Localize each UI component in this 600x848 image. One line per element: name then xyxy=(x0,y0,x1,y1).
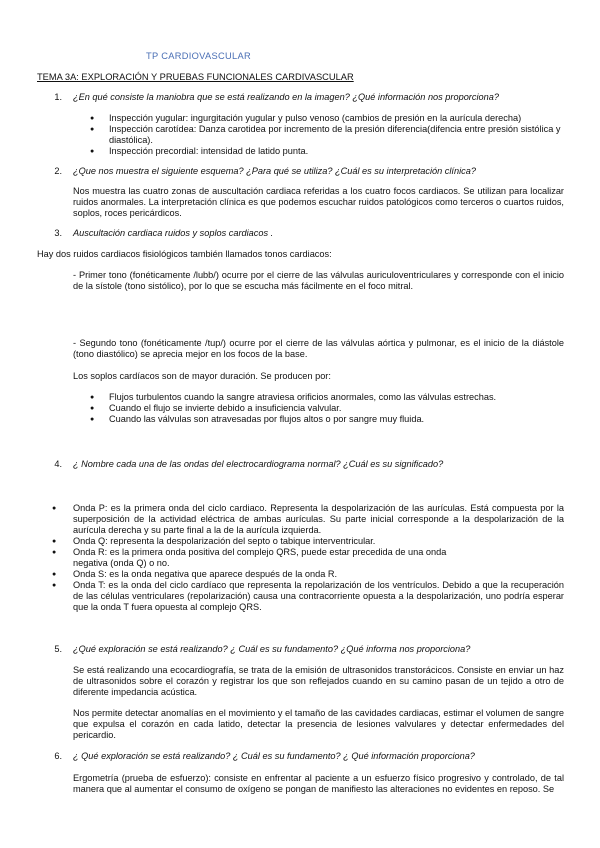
list-item: ● Cuando el flujo se invierte debido a insuficiencia valvular. xyxy=(90,403,342,413)
question-number: 6. xyxy=(54,751,62,761)
list-item: ● Onda T: es la onda del ciclo cardíaco que representa la repolarización de los ventrículos. Debido a que la recuperación de las células ventriculares (repolarización) causa una contracorriente opuesta a la despolarización, uno podría esperar que la onda T fuera opuesta al complejo QRS. xyxy=(52,580,564,612)
question-2: ¿Que nos muestra el siguiente esquema? ¿Para qué se utiliza? ¿Cuál es su interpretación clínica? xyxy=(73,166,476,176)
list-item: ● Onda Q: representa la despolarización del septo o tabique interventricular. xyxy=(52,536,376,546)
list-item: ● Inspección precordial: intensidad de latido punta. xyxy=(90,146,309,156)
list-item: ● Inspección carotídea: Danza carotidea por incremento de la presión diferencia(difencia entre presión sistólica y diastólica). xyxy=(90,124,561,145)
list-item: ● Onda P: es la primera onda del ciclo cardiaco. Representa la despolarización de las aurículas. Está compuesta por la superposición de la actividad eléctrica de ambas aurículas. Su parte inicial corresponde a la despolarización de la aurícula derecha y su parte final a la de la aurícula izquierda. xyxy=(52,503,564,535)
document-subtitle: TEMA 3A: EXPLORACIÓN Y PRUEBAS FUNCIONALES CARDIVASCULAR xyxy=(37,72,354,82)
q6-paragraph-1: Ergometría (prueba de esfuerzo): consiste en enfrentar al paciente a un esfuerzo físico progresivo y controlado, de tal manera que al aumentar el consumo de oxígeno se pongan de manifiesto las alteraciones no evidentes en reposo. Se xyxy=(73,773,564,794)
bullet-icon: ● xyxy=(90,115,95,122)
bullet-icon: ● xyxy=(52,549,57,556)
q5-paragraph-1: Se está realizando una ecocardiografía, se trata de la emisión de ultrasonidos transtorácicos. Consiste en enviar un haz de ultrasonidos sobre el corazón y registrar los que son reflejados cuando en su camino pasan de un tejido a otro de diferente impedancia acústica. xyxy=(73,665,564,697)
question-4: ¿ Nombre cada una de las ondas del electrocardiograma normal? ¿Cuál es su significado? xyxy=(73,459,444,469)
list-item: ● Cuando las válvulas son atravesadas por flujos altos o por sangre muy fluida. xyxy=(90,414,425,424)
question-number: 3. xyxy=(54,228,62,238)
bullet-icon: ● xyxy=(90,405,95,412)
q1-bullet-list xyxy=(90,113,564,157)
question-number: 5. xyxy=(54,644,62,654)
list-item: ● Inspección yugular: ingurgitación yugular y pulso venoso (cambios de presión en la aurícula derecha) xyxy=(90,113,522,123)
bullet-icon: ● xyxy=(52,538,57,545)
bullet-icon: ● xyxy=(90,394,95,401)
document-header: TP CARDIOVASCULAR xyxy=(146,51,251,61)
question-number: 2. xyxy=(54,166,62,176)
bullet-icon: ● xyxy=(90,416,95,423)
q3-murmurs-intro: Los soplos cardíacos son de mayor duración. Se producen por: xyxy=(73,371,331,381)
bullet-icon: ● xyxy=(90,148,95,155)
list-item: ● Flujos turbulentos cuando la sangre atraviesa orificios anormales, como las válvulas estrechas. xyxy=(90,392,497,402)
q3-second-tone: - Segundo tono (fonéticamente /tup/) ocurre por el cierre de las válvulas aórtica y pulmonar, es el inicio de la diástole (tono diastólico) se aprecia mejor en los focos de la base. xyxy=(73,338,564,359)
question-1: ¿En qué consiste la maniobra que se está realizando en la imagen? ¿Qué información nos proporciona? xyxy=(73,92,499,102)
q3-first-tone: - Primer tono (fonéticamente /lubb/) ocurre por el cierre de las válvulas auriculoventriculares y corresponde con el inicio de la sístole (tono sistólico), por lo que se escucha más fácilmente en el foco mitral. xyxy=(73,270,564,291)
q3-intro: Hay dos ruidos cardiacos fisiológicos también llamados tonos cardiacos: xyxy=(37,249,332,259)
list-item: ● Onda S: es la onda negativa que aparece después de la onda R. xyxy=(52,569,338,579)
question-number: 4. xyxy=(54,459,62,469)
bullet-icon: ● xyxy=(52,571,57,578)
bullet-icon: ● xyxy=(90,126,95,133)
bullet-icon: ● xyxy=(52,505,57,512)
question-6: ¿ Qué exploración se está realizando? ¿ Cuál es su fundamento? ¿ Qué información proporciona? xyxy=(73,751,475,761)
q4-waves-list xyxy=(52,503,564,613)
q2-answer: Nos muestra las cuatro zonas de auscultación cardiaca referidas a los cuatro focos cardiacos. Se utilizan para localizar ruidos anormales. La interpretación clínica es que podemos escuchar ruidos patológicos como terceros o cuartos ruidos, soplos, roces pericárdicos. xyxy=(73,186,564,218)
q3-bullet-list xyxy=(90,392,564,425)
question-number: 1. xyxy=(54,92,62,102)
question-3: Auscultación cardiaca ruidos y soplos cardiacos . xyxy=(73,228,274,238)
bullet-icon: ● xyxy=(52,582,57,589)
question-5: ¿Qué exploración se está realizando? ¿ Cuál es su fundamento? ¿Qué informa nos proporciona? xyxy=(73,644,471,654)
q5-paragraph-2: Nos permite detectar anomalías en el movimiento y el tamaño de las cavidades cardiacas, estimar el volumen de sangre que expulsa el corazón en cada latido, detectar la presencia de lesiones valvulares y detectar enfermedades del pericardio. xyxy=(73,708,564,740)
list-item: ● Onda R: es la primera onda positiva del complejo QRS, puede estar precedida de una onda negativa (onda Q) o no. xyxy=(52,547,447,568)
